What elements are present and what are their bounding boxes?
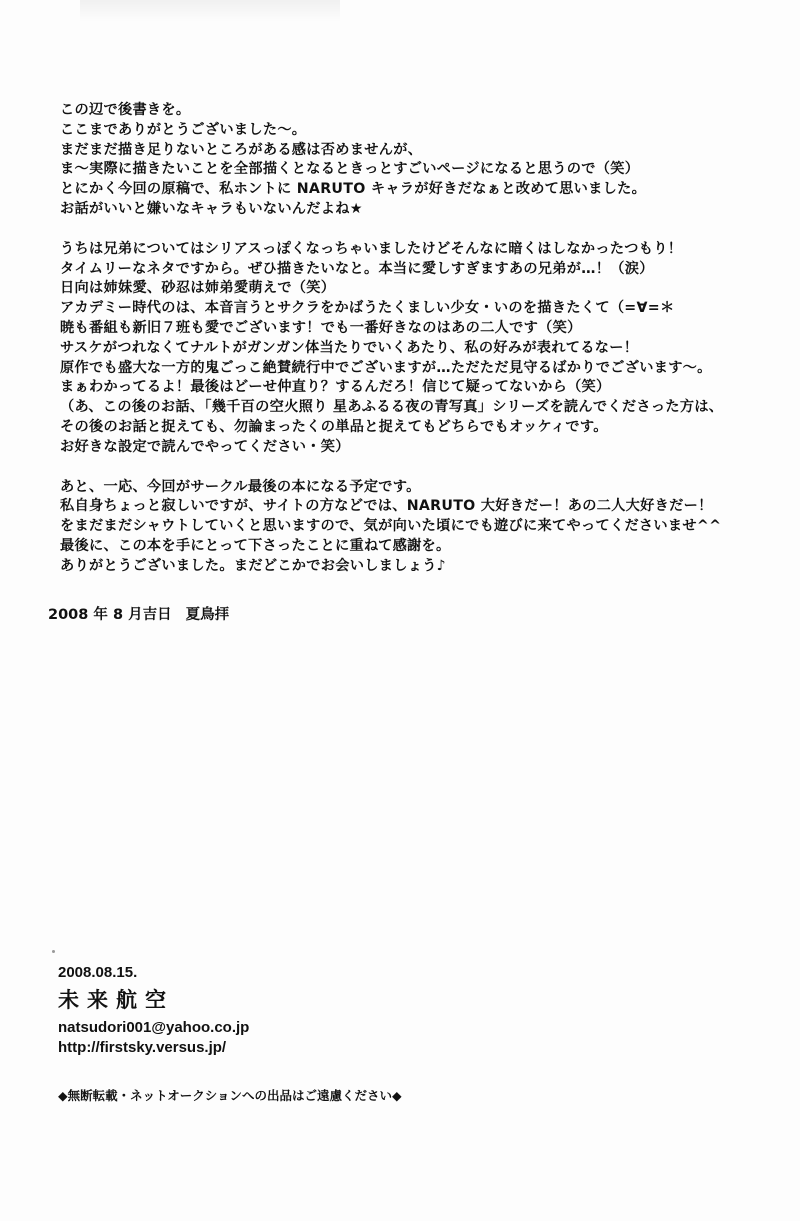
contact-email: natsudori001@yahoo.co.jp xyxy=(58,1019,250,1036)
scan-speck xyxy=(52,950,55,953)
reprint-notice: ◆無断転載・ネットオークションへの出品はご遠慮ください◆ xyxy=(58,1088,402,1103)
afterword-line: まだまだ描き足りないところがある感は否めませんが、 xyxy=(60,141,423,158)
afterword-paragraph xyxy=(60,240,760,458)
afterword-line: うちは兄弟についてはシリアスっぽくなっちゃいましたけどそんなに暗くはしなかったつもり！ xyxy=(60,240,683,257)
afterword-line: その後のお話と捉えても、勿論まったくの単品と捉えてもどちらでもオッケィです。 xyxy=(60,418,608,435)
afterword-signoff xyxy=(48,603,229,624)
website-url: http://firstsky.versus.jp/ xyxy=(58,1039,227,1056)
afterword-body xyxy=(60,101,760,577)
colophon-date: 2008.08.15. xyxy=(58,964,138,981)
afterword-line: サスケがつれなくてナルトがガンガン体当たりでいくあたり、私の好みが表れてるなー！ xyxy=(60,339,639,356)
afterword-line: ありがとうございました。まだどこかでお会いしましょう♪ xyxy=(60,557,447,574)
afterword-line: ま～実際に描きたいことを全部描くとなるときっとすごいページになると思うので（笑） xyxy=(60,161,640,178)
afterword-paragraph xyxy=(60,101,760,220)
afterword-line: をまだまだシャウトしていくと思いますので、気が向いた頃にでも遊びに来てやってくださいませ^^ xyxy=(60,518,722,535)
afterword-line: ここまでありがとうございました～。 xyxy=(60,121,307,138)
colophon xyxy=(58,963,558,1105)
afterword-line: （あ、この後のお話、「幾千百の空火照り 星あふるる夜の青写真」シリーズを読んでくださった方は、 xyxy=(60,399,724,416)
afterword-line: まぁわかってるよ！最後はどーせ仲直り？するんだろ！信じて疑ってないから（笑） xyxy=(60,379,611,396)
afterword-line: 私自身ちょっと寂しいですが、サイトの方などでは、NARUTO 大好きだー！あの二人大好きだー！ xyxy=(60,498,713,515)
afterword-line: お話がいいと嫌いなキャラもいないんだよね★ xyxy=(60,200,363,217)
afterword-line: 暁も番組も新旧７班も愛でございます！でも一番好きなのはあの二人です（笑） xyxy=(60,319,582,336)
afterword-line: 最後に、この本を手にとって下さったことに重ねて感謝を。 xyxy=(60,537,451,554)
afterword-paragraph xyxy=(60,478,760,577)
afterword-line: あと、一応、今回がサークル最後の本になる予定です。 xyxy=(60,478,421,495)
afterword-date: 2008 年 8 月吉日 xyxy=(48,607,172,623)
afterword-line: タイムリーなネタですから。ぜひ描きたいなと。本当に愛しすぎますあの兄弟が…！（涙） xyxy=(60,260,654,277)
afterword-line: とにかく今回の原稿で、私ホントに NARUTO キャラが好きだなぁと改めて思いました。 xyxy=(60,181,647,198)
afterword-line: お好きな設定で読んでやってください・笑） xyxy=(60,438,350,455)
afterword-line: この辺で後書きを。 xyxy=(60,102,191,118)
afterword-line: 日向は姉妹愛、砂忍は姉弟愛萌えで（笑） xyxy=(60,280,336,297)
circle-name: 未来航空 xyxy=(58,988,174,1012)
afterword-line: 原作でも盛大な一方的鬼ごっこ絶賛続行中でございますが…ただただ見守るばかりでございます～。 xyxy=(60,359,712,376)
afterword-author: 夏鳥拝 xyxy=(185,607,230,623)
afterword-line: アカデミー時代のは、本音言うとサクラをかばうたくましい少女・いのを描きたくて（=∀=＊ xyxy=(60,300,675,317)
